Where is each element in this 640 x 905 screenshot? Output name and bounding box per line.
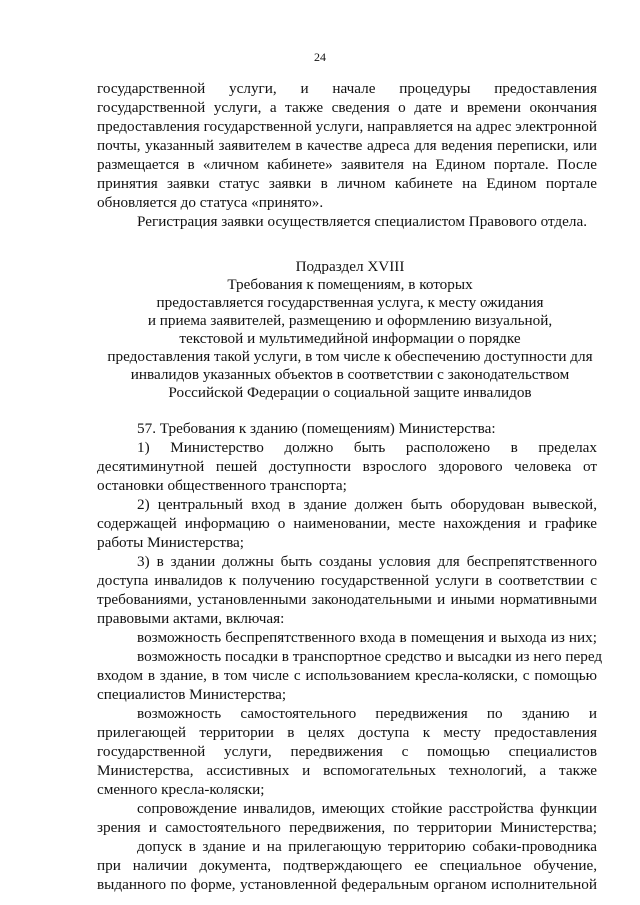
- text-line: десятиминутной пешей доступности взрослого здорового человека от: [97, 458, 597, 475]
- section-heading-line: текстовой и мультимедийной информации о порядке: [179, 330, 521, 347]
- section-heading-line: Требования к помещениям, в которых: [227, 276, 473, 293]
- text-line: сопровождение инвалидов, имеющих стойкие расстройства функции: [137, 800, 597, 817]
- text-line: Министерства, ассистивных и вспомогательных технологий, а также: [97, 762, 597, 779]
- section-heading-line: инвалидов указанных объектов в соответствии с законодательством: [130, 366, 570, 383]
- text-line: возможность посадки в транспортное средство и высадки из него перед: [137, 648, 603, 665]
- text-line: размещается в «личном кабинете» заявителя на Едином портале. После: [97, 156, 597, 173]
- text-line: специалистов Министерства;: [97, 686, 287, 703]
- text-line: государственной услуги, а также сведения о дате и времени окончания: [97, 99, 597, 116]
- text-line: 3) в здании должны быть созданы условия для беспрепятственного: [137, 553, 597, 570]
- text-line: 1) Министерство должно быть расположено в пределах: [137, 439, 597, 456]
- text-line: предоставления государственной услуги, направляется на адрес электронной: [97, 118, 597, 135]
- text-line: при наличии документа, подтверждающего ее специальное обучение,: [97, 857, 597, 874]
- text-line: доступа инвалидов к получению государственной услуги в соответствии с: [97, 572, 597, 589]
- text-line: входом в здание, в том числе с использованием кресла-коляски, с помощью: [97, 667, 597, 684]
- page-number: 24: [314, 50, 326, 64]
- section-heading-line: предоставления такой услуги, в том числе к обеспечению доступности для: [107, 348, 593, 365]
- text-line: государственной услуги, передвижения с помощью специалистов: [97, 743, 597, 760]
- text-line: возможность беспрепятственного входа в помещения и выхода из них;: [137, 629, 597, 646]
- text-line: допуск в здание и на прилегающую территорию собаки-проводника: [137, 838, 597, 855]
- text-line: возможность самостоятельного передвижения по зданию и: [137, 705, 597, 722]
- section-heading-line: Российской Федерации о социальной защите инвалидов: [168, 384, 532, 401]
- text-line: остановки общественного транспорта;: [97, 477, 347, 494]
- text-line: Регистрация заявки осуществляется специалистом Правового отдела.: [137, 213, 588, 230]
- text-line: 2) центральный вход в здание должен быть оборудован вывеской,: [137, 496, 597, 513]
- text-line: сменного кресла-коляски;: [97, 781, 265, 798]
- section-heading-line: предоставляется государственная услуга, к месту ожидания: [156, 294, 544, 311]
- text-line: правовыми актами, включая:: [97, 610, 285, 627]
- text-line: почты, указанный заявителем в качестве адреса для ведения переписки, или: [97, 137, 597, 154]
- text-line: 57. Требования к зданию (помещениям) Министерства:: [137, 420, 496, 437]
- text-line: работы Министерства;: [97, 534, 245, 551]
- text-line: требованиями, установленными законодательными и иными нормативными: [97, 591, 597, 608]
- text-line: зрения и самостоятельного передвижения, по территории Министерства;: [97, 819, 597, 836]
- text-line: содержащей информацию о наименовании, месте нахождения и графике: [97, 515, 597, 532]
- section-heading: Подраздел XVIII: [295, 258, 405, 275]
- text-line: обновляется до статуса «принято».: [97, 194, 324, 211]
- section-heading-line: и приема заявителей, размещению и оформлению визуальной,: [147, 312, 553, 329]
- text-line: государственной услуги, и начале процедуры предоставления: [97, 80, 597, 97]
- text-line: выданного по форме, установленной федеральным органом исполнительной: [97, 876, 597, 893]
- text-line: принятия заявки статус заявки в личном кабинете на Едином портале: [97, 175, 597, 192]
- text-line: прилегающей территории в целях доступа к месту предоставления: [97, 724, 597, 741]
